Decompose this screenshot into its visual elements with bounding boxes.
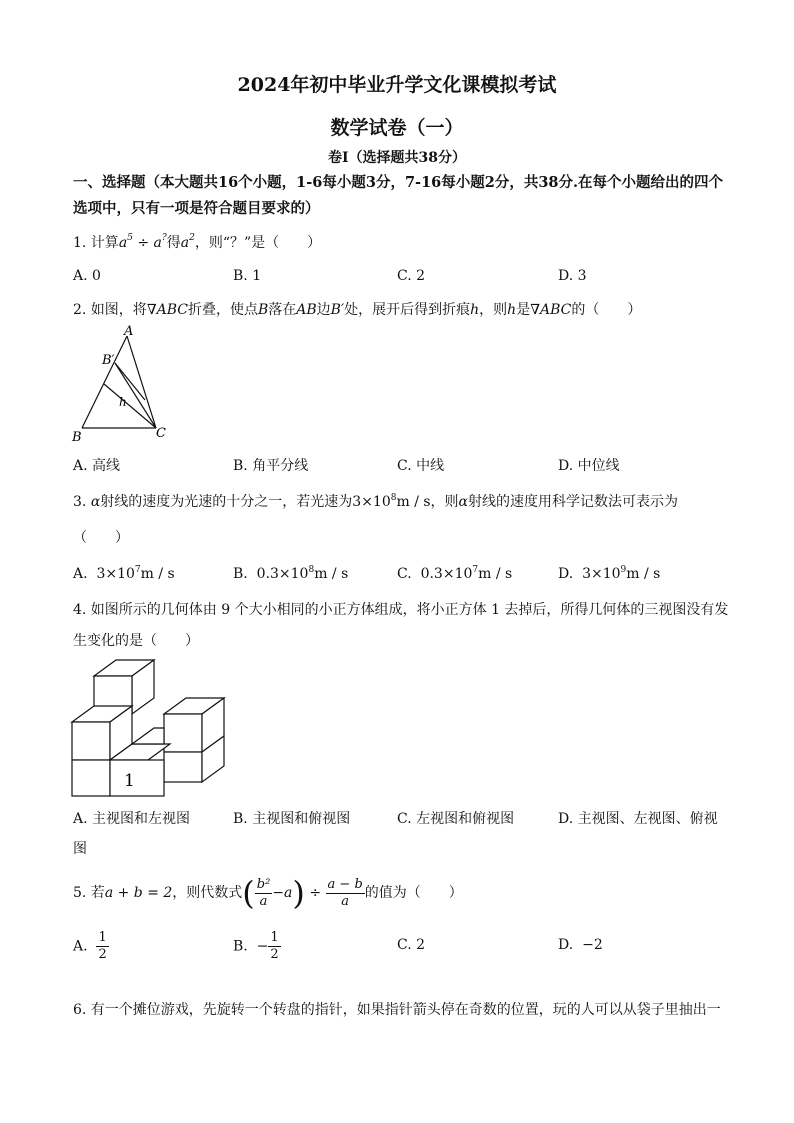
q6-line-1: 6. 有一个摊位游戏，先旋转一个转盘的指针，如果指针箭头停在奇数的位置，玩的人可以从袋子里抽出一 <box>73 1002 721 1018</box>
q2-text-d: 边 <box>316 302 331 318</box>
q5-minus-a: −a <box>272 885 293 901</box>
question-5 <box>73 872 463 914</box>
q2-text-g: 是 <box>516 302 531 318</box>
right-top-front <box>164 714 202 752</box>
q2-pb: B <box>257 302 269 318</box>
question-3 <box>73 491 678 511</box>
q3-speed-exp: 8 <box>390 493 397 503</box>
q5-b-num: 1 <box>270 930 279 945</box>
q1-suffix: ，则“？”是（ ） <box>194 235 322 251</box>
q3-b-label: B. <box>233 566 248 582</box>
cube-figure <box>70 658 230 798</box>
q5-a-label: A. <box>73 938 88 955</box>
q2-option-b: B. 角平分线 <box>233 458 309 474</box>
q5-b-label: B. <box>233 938 248 955</box>
q5-option-b <box>233 930 281 963</box>
q3-option-b <box>233 565 348 582</box>
q3-speed-base: 3×10 <box>352 494 391 510</box>
mid-left-front <box>72 722 110 760</box>
q3-a-base: 3×10 <box>96 566 135 582</box>
q3-c-exp: 7 <box>472 565 479 575</box>
q2-option-a: A. 高线 <box>73 458 121 474</box>
q5-a-den: 2 <box>98 947 107 962</box>
q1-mid: 得 <box>166 235 181 251</box>
section-instructions: 一、选择题（本大题共16个小题，1-6每小题3分，7-16每小题2分，共38分.在每个小题给出的四个选项中，只有一项是符合题目要求的） <box>73 174 724 217</box>
exam-title: 2024年初中毕业升学文化课模拟考试 <box>237 74 557 96</box>
q5-b-frac <box>268 930 280 963</box>
label-b: B <box>72 430 82 445</box>
bottom-left-front <box>72 760 110 796</box>
paper-subtitle: 数学试卷（一） <box>330 117 464 139</box>
q3-text-b: 射线的速度为光速的十分之一，若光速为 <box>100 494 353 510</box>
q5-option-d <box>558 937 603 953</box>
q5-b-sign: − <box>256 938 269 955</box>
q5-rparen: ) <box>292 874 305 912</box>
q2-text-h: 的（ ） <box>571 302 642 318</box>
q2-option-d: D. 中位线 <box>558 458 620 474</box>
q2-ab: AB <box>296 302 317 318</box>
q2-text-f: ，则 <box>479 302 508 318</box>
right-bottom-front <box>164 752 202 782</box>
side-ab <box>82 336 127 428</box>
q3-a-exp: 7 <box>134 565 141 575</box>
q2-h: h <box>470 302 480 318</box>
q3-b-base: 0.3×10 <box>256 566 309 582</box>
q4-option-d: D. 主视图、左视图、俯视 <box>558 811 718 827</box>
q2-tri2: ∇ABC <box>530 302 572 318</box>
q1-div: ÷ <box>137 235 150 251</box>
q3-d-base: 3×10 <box>582 566 621 582</box>
q5-cond: a + b = 2 <box>104 885 173 901</box>
q1-option-c: C. 2 <box>397 268 426 284</box>
q4-option-a: A. 主视图和左视图 <box>73 811 191 827</box>
q5-lparen: ( <box>242 874 255 912</box>
q3-paren: （ ） <box>73 530 129 546</box>
q5-mid: ，则代数式 <box>172 885 243 901</box>
label-a: A <box>124 324 134 339</box>
q3-option-a <box>73 565 175 582</box>
q5-a-num: 1 <box>98 930 107 945</box>
q5-prefix: 5. 若 <box>73 885 105 901</box>
q4-line-2: 生变化的是（ ） <box>73 633 199 649</box>
crease-line <box>104 384 156 428</box>
q2-h2: h <box>507 302 517 318</box>
q5-option-c: C. 2 <box>397 937 426 953</box>
label-bprime: B′ <box>102 353 115 368</box>
q5-option-a <box>73 930 109 963</box>
q3-a-unit: m / s <box>140 566 175 582</box>
q3-b-unit: m / s <box>314 566 349 582</box>
q5-d-label: D. <box>558 937 574 953</box>
q3-d-unit: m / s <box>626 566 661 582</box>
q5-div: ÷ <box>309 885 322 901</box>
side-ac <box>127 336 156 428</box>
q5-frac1 <box>255 877 273 910</box>
q3-d-label: D. <box>558 566 574 582</box>
q3-a-label: A. <box>73 566 88 582</box>
q3-alpha: α <box>90 494 101 510</box>
q4-option-b: B. 主视图和俯视图 <box>233 811 351 827</box>
q3-option-d <box>558 565 660 582</box>
question-1 <box>73 232 321 252</box>
cube-1-label: 1 <box>124 771 135 791</box>
q4-line-1: 4. 如图所示的几何体由 9 个大小相同的小正方体组成，将小正方体 1 去掉后，所得几何体的三视图没有发 <box>73 602 729 618</box>
q2-text-b: 折叠，使点 <box>187 302 258 318</box>
q5-frac2-num: a − b <box>327 876 363 892</box>
q5-frac1-num: b² <box>256 876 271 892</box>
q3-option-c <box>397 565 512 582</box>
q4-option-d-wrap: 图 <box>73 841 87 857</box>
q2-text-c: 落在 <box>268 302 297 318</box>
q1-option-b: B. 1 <box>233 268 262 284</box>
q5-frac1-den: a <box>259 893 268 909</box>
step-back <box>132 728 164 744</box>
q1-option-d: D. 3 <box>558 268 587 284</box>
q1-a5: a <box>118 235 128 251</box>
q1-expq: ? <box>161 233 167 243</box>
question-2 <box>73 299 641 319</box>
q2-option-c: C. 中线 <box>397 458 445 474</box>
q1-option-a: A. 0 <box>73 268 101 284</box>
q3-speed-unit: m / s <box>396 494 431 510</box>
q2-text-e: 处，展开后得到折痕 <box>344 302 471 318</box>
q1-aq: a <box>153 235 162 251</box>
q3-text-c: ，则 <box>430 494 459 510</box>
q3-c-base: 0.3×10 <box>420 566 473 582</box>
q3-d-exp: 9 <box>620 565 627 575</box>
q1-prefix: 1. 计算 <box>73 235 119 251</box>
q5-d-value: −2 <box>582 937 603 953</box>
triangle-figure <box>68 322 178 444</box>
q3-num: 3. <box>73 494 87 510</box>
q1-a2: a <box>180 235 190 251</box>
q3-c-unit: m / s <box>478 566 513 582</box>
q5-a-frac <box>96 930 108 963</box>
q2-bp: B′ <box>330 302 345 318</box>
q3-b-exp: 8 <box>308 565 315 575</box>
q5-suffix: 的值为（ ） <box>364 885 463 901</box>
cube-1-front <box>110 760 164 796</box>
q2-text-a: 2. 如图，将 <box>73 302 147 318</box>
part-heading: 卷Ⅰ（选择题共38分） <box>327 150 467 166</box>
q1-exp2: 2 <box>189 233 195 243</box>
q3-text-d: 射线的速度用科学记数法可表示为 <box>468 494 679 510</box>
q2-tri1: ∇ABC <box>146 302 188 318</box>
q5-frac2 <box>326 877 365 910</box>
q3-c-label: C. <box>397 566 412 582</box>
q3-alpha2: α <box>458 494 469 510</box>
q5-frac2-den: a <box>341 893 350 909</box>
q5-b-den: 2 <box>270 947 279 962</box>
label-c: C <box>156 426 166 441</box>
label-h: h <box>119 395 127 409</box>
q1-exp5: 5 <box>127 233 133 243</box>
q4-option-c: C. 左视图和俯视图 <box>397 811 515 827</box>
